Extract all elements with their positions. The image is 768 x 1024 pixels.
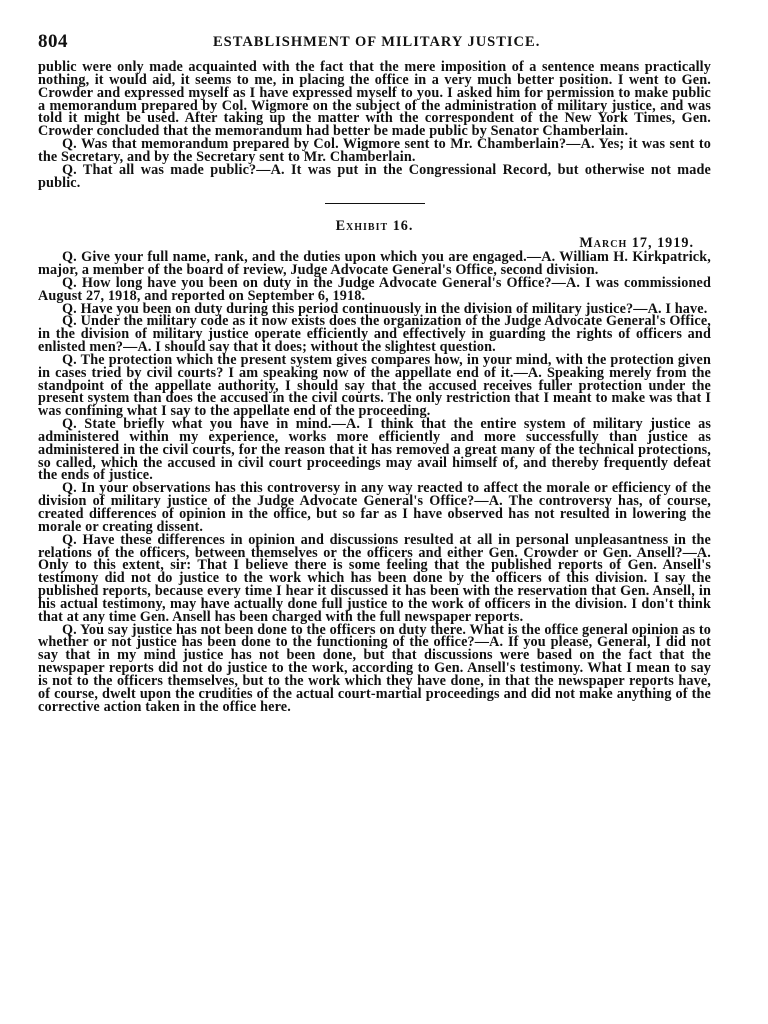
paragraph-qa: Q. State briefly what you have in mind.—A. I think that the entire system of military justice as administered within my experience, works more efficiently and more successfully than justice as administered in the civil courts, for the reason that it has removed a great many of the technical protections, so called, which the accused in civil court proceedings may avail himself of, and thereby frequently defeat the ends of justice.: [38, 416, 711, 484]
exhibit-date: March 17, 1919.: [579, 235, 694, 252]
paragraph-qa: Q. Under the military code as it now exists does the organization of the Judge Advocate General's Office, in the division of military justice operate efficiently and effectively in guarding the rights of officers and enlisted men?—A. I should say that it does; without the slightest question.: [38, 313, 711, 356]
paragraph-qa: Q. In your observations has this controversy in any way reacted to affect the morale or efficiency of the division of military justice of the Judge Advocate General's Office?—A. The controversy has, of course, created differences of opinion in the office, but so far as I have observed has not resulted in lowering the morale or creating dissent.: [38, 480, 711, 535]
paragraph-qa: Q. Was that memorandum prepared by Col. Wigmore sent to Mr. Chamberlain?—A. Yes; it was sent to the Secretary, and by the Secretary sent to Mr. Chamberlain.: [38, 136, 711, 165]
paragraph-qa: Q. Give your full name, rank, and the duties upon which you are engaged.—A. William H. Kirkpatrick, major, a member of the board of review, Judge Advocate General's Office, second division.: [38, 249, 711, 278]
paragraph-continued: public were only made acquainted with the fact that the mere imposition of a sentence means practically nothing, it would aid, it seems to me, in placing the office in a very much better position. I went to Gen. Crowder and expressed myself as I have expressed myself to you. I asked him for permission to make public a memorandum prepared by Col. Wigmore on the subject of the administration of military justice, and was told it might be used. After taking up the matter with the correspondent of the New York Times, Gen. Crowder concluded that the memorandum had better be made public by Senator Chamberlain.: [38, 59, 711, 140]
paragraph-qa: Q. How long have you been on duty in the Judge Advocate General's Office?—A. I was commissioned August 27, 1918, and reported on September 6, 1918.: [38, 274, 711, 304]
page-body: [38, 61, 711, 714]
paragraph-qa: Q. Have you been on duty during this period continuously in the division of military justice?—A. I have.: [62, 300, 708, 317]
section-divider: [325, 203, 425, 204]
paragraph-qa: Q. The protection which the present system gives compares how, in your mind, with the protection given in cases tried by civil courts? I am speaking now of the appellate end of it.—A. Speaking merely from the standpoint of the appellate authority, I should say that the accused receives fuller protection under the present system than does the accused in the civil courts. The only restriction that I meant to make was that I was confining what I say to the appellate end of the proceeding.: [38, 351, 711, 420]
exhibit-title: Exhibit 16.: [335, 218, 414, 235]
page-header: [38, 31, 710, 53]
running-head: ESTABLISHMENT OF MILITARY JUSTICE.: [213, 34, 541, 50]
paragraph-qa: Q. Have these differences in opinion and discussions resulted at all in personal unpleasantness in the relations of the officers, between themselves or the officers and either Gen. Crowder or Gen. Ansell?—A. Only to this extent, sir: That I believe there is some feeling that the published reports of Gen. Ansell's testimony did not do justice to the work which has been done by the officers of this division. I say the published reports, because every time I hear it discussed it has been with the reservation that Gen. Ansell, in his actual testimony, may have actually done full justice to the work of officers in the division. I don't think that at any time Gen. Ansell has been charged with the full newspaper reports.: [38, 531, 711, 625]
paragraph-qa: Q. That all was made public?—A. It was put in the Congressional Record, but otherwise not made public.: [38, 161, 711, 191]
page-number: 804: [38, 31, 68, 52]
paragraph-qa: Q. You say justice has not been done to the officers on duty there. What is the office general opinion as to whether or not justice has been done to the functioning of the office?—A. If you please, General, I did not say that in my mind justice has not been done, but that discussions were based on the fact that the newspaper reports did not do justice to the work, according to Gen. Ansell's testimony. What I mean to say is not to the officers themselves, but to the work which they have done, in that the newspaper reports have, of course, dwelt upon the crudities of the actual court-martial proceedings and did not make anything of the corrective action taken in the office here.: [38, 621, 711, 715]
